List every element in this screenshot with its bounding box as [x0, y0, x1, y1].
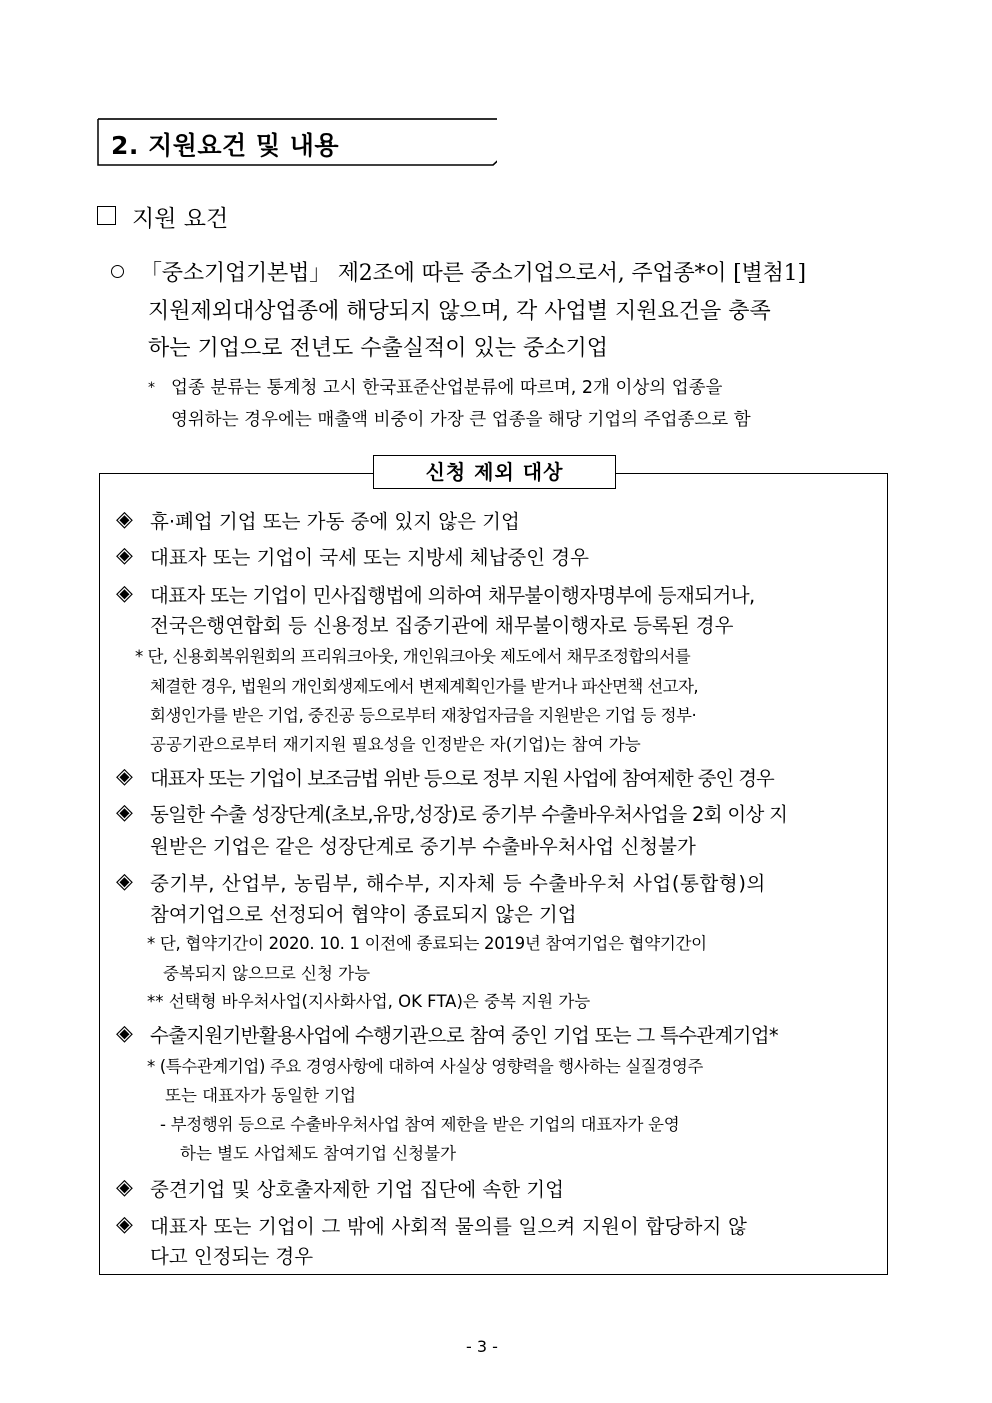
requirement-line-2: 지원제외대상업종에 해당되지 않으며, 각 사업별 지원요건을 충족 — [148, 299, 771, 324]
exclusion-box-label: 신청 제외 대상 — [425, 460, 564, 484]
exclusion-item-cont: 참여기업으로 선정되어 협약이 종료되지 않은 기업 — [150, 903, 577, 926]
exclusion-item: 중기부, 산업부, 농림부, 해수부, 지자체 등 수출바우처 사업(통합형)의 — [150, 872, 766, 895]
exclusion-item: 대표자 또는 기업이 국세 또는 지방세 체납중인 경우 — [150, 546, 589, 569]
exclusion-subnote: 또는 대표자가 동일한 기업 — [165, 1086, 357, 1105]
section-heading — [97, 118, 497, 166]
checkbox-square-icon — [97, 206, 116, 225]
subsection-title: 지원 요건 — [132, 206, 229, 232]
diamond-bullet-icon: ◈ — [116, 543, 133, 568]
note-line-2: 영위하는 경우에는 매출액 비중이 가장 큰 업종을 해당 기업의 주업종으로 함 — [171, 410, 751, 430]
exclusion-subnote: 체결한 경우, 법원의 개인회생제도에서 변제계획인가를 받거나 파산면책 선고자, — [150, 677, 698, 696]
page-number: - 3 - — [466, 1337, 498, 1356]
diamond-bullet-icon: ◈ — [116, 581, 133, 606]
diamond-bullet-icon: ◈ — [116, 800, 133, 825]
exclusion-item: 대표자 또는 기업이 보조금법 위반 등으로 정부 지원 사업에 참여제한 중인 경우 — [150, 767, 774, 790]
exclusion-subnote: * 단, 협약기간이 2020. 10. 1 이전에 종료되는 2019년 참여기업은 협약기간이 — [147, 934, 707, 953]
circle-bullet-icon — [111, 265, 124, 278]
exclusion-item: 중견기업 및 상호출자제한 기업 집단에 속한 기업 — [150, 1178, 564, 1201]
diamond-bullet-icon: ◈ — [116, 1021, 133, 1046]
exclusion-item-cont: 원받은 기업은 같은 성장단계로 중기부 수출바우처사업 신청불가 — [150, 835, 696, 858]
exclusion-subnote: 회생인가를 받은 기업, 중진공 등으로부터 재창업자금을 지원받은 기업 등 정부· — [150, 706, 697, 725]
note-line-1: 업종 분류는 통계청 고시 한국표준산업분류에 따르며, 2개 이상의 업종을 — [171, 378, 723, 398]
requirement-line-1: 「중소기업기본법」 제2조에 따른 중소기업으로서, 주업종*이 [별첨1] — [140, 261, 806, 286]
exclusion-subnote: - 부정행위 등으로 수출바우처사업 참여 제한을 받은 기업의 대표자가 운영 — [160, 1115, 680, 1134]
note-marker: * — [148, 380, 155, 396]
exclusion-item: 대표자 또는 기업이 그 밖에 사회적 물의를 일으켜 지원이 합당하지 않 — [150, 1215, 748, 1238]
exclusion-subnote: 중복되지 않으므로 신청 가능 — [163, 964, 371, 983]
exclusion-item: 대표자 또는 기업이 민사집행법에 의하여 채무불이행자명부에 등재되거나, — [150, 584, 755, 607]
exclusion-item-cont: 다고 인정되는 경우 — [150, 1245, 314, 1268]
requirement-line-3: 하는 기업으로 전년도 수출실적이 있는 중소기업 — [148, 336, 609, 361]
diamond-bullet-icon: ◈ — [116, 1175, 133, 1200]
exclusion-box-label-tab — [373, 455, 616, 489]
exclusion-item: 휴·폐업 기업 또는 가동 중에 있지 않은 기업 — [150, 510, 520, 533]
exclusion-item: 수출지원기반활용사업에 수행기관으로 참여 중인 기업 또는 그 특수관계기업* — [150, 1024, 778, 1047]
diamond-bullet-icon: ◈ — [116, 869, 133, 894]
diamond-bullet-icon: ◈ — [116, 1212, 133, 1237]
diamond-bullet-icon: ◈ — [116, 764, 133, 789]
exclusion-subnote: 공공기관으로부터 재기지원 필요성을 인정받은 자(기업)는 참여 가능 — [150, 735, 641, 754]
exclusion-subnote: ** 선택형 바우처사업(지사화사업, OK FTA)은 중복 지원 가능 — [147, 992, 591, 1011]
exclusion-subnote: * (특수관계기업) 주요 경영사항에 대하여 사실상 영향력을 행사하는 실질경영주 — [147, 1057, 703, 1076]
exclusion-subnote: * 단, 신용회복위원회의 프리워크아웃, 개인워크아웃 제도에서 채무조정합의서를 — [135, 647, 691, 666]
section-title: 2. 지원요건 및 내용 — [111, 131, 340, 160]
exclusion-item-cont: 전국은행연합회 등 신용정보 집중기관에 채무불이행자로 등록된 경우 — [150, 614, 734, 637]
diamond-bullet-icon: ◈ — [116, 507, 133, 532]
exclusion-subnote: 하는 별도 사업체도 참여기업 신청불가 — [180, 1144, 457, 1163]
exclusion-item: 동일한 수출 성장단계(초보,유망,성장)로 중기부 수출바우처사업을 2회 이상 지 — [150, 803, 788, 826]
